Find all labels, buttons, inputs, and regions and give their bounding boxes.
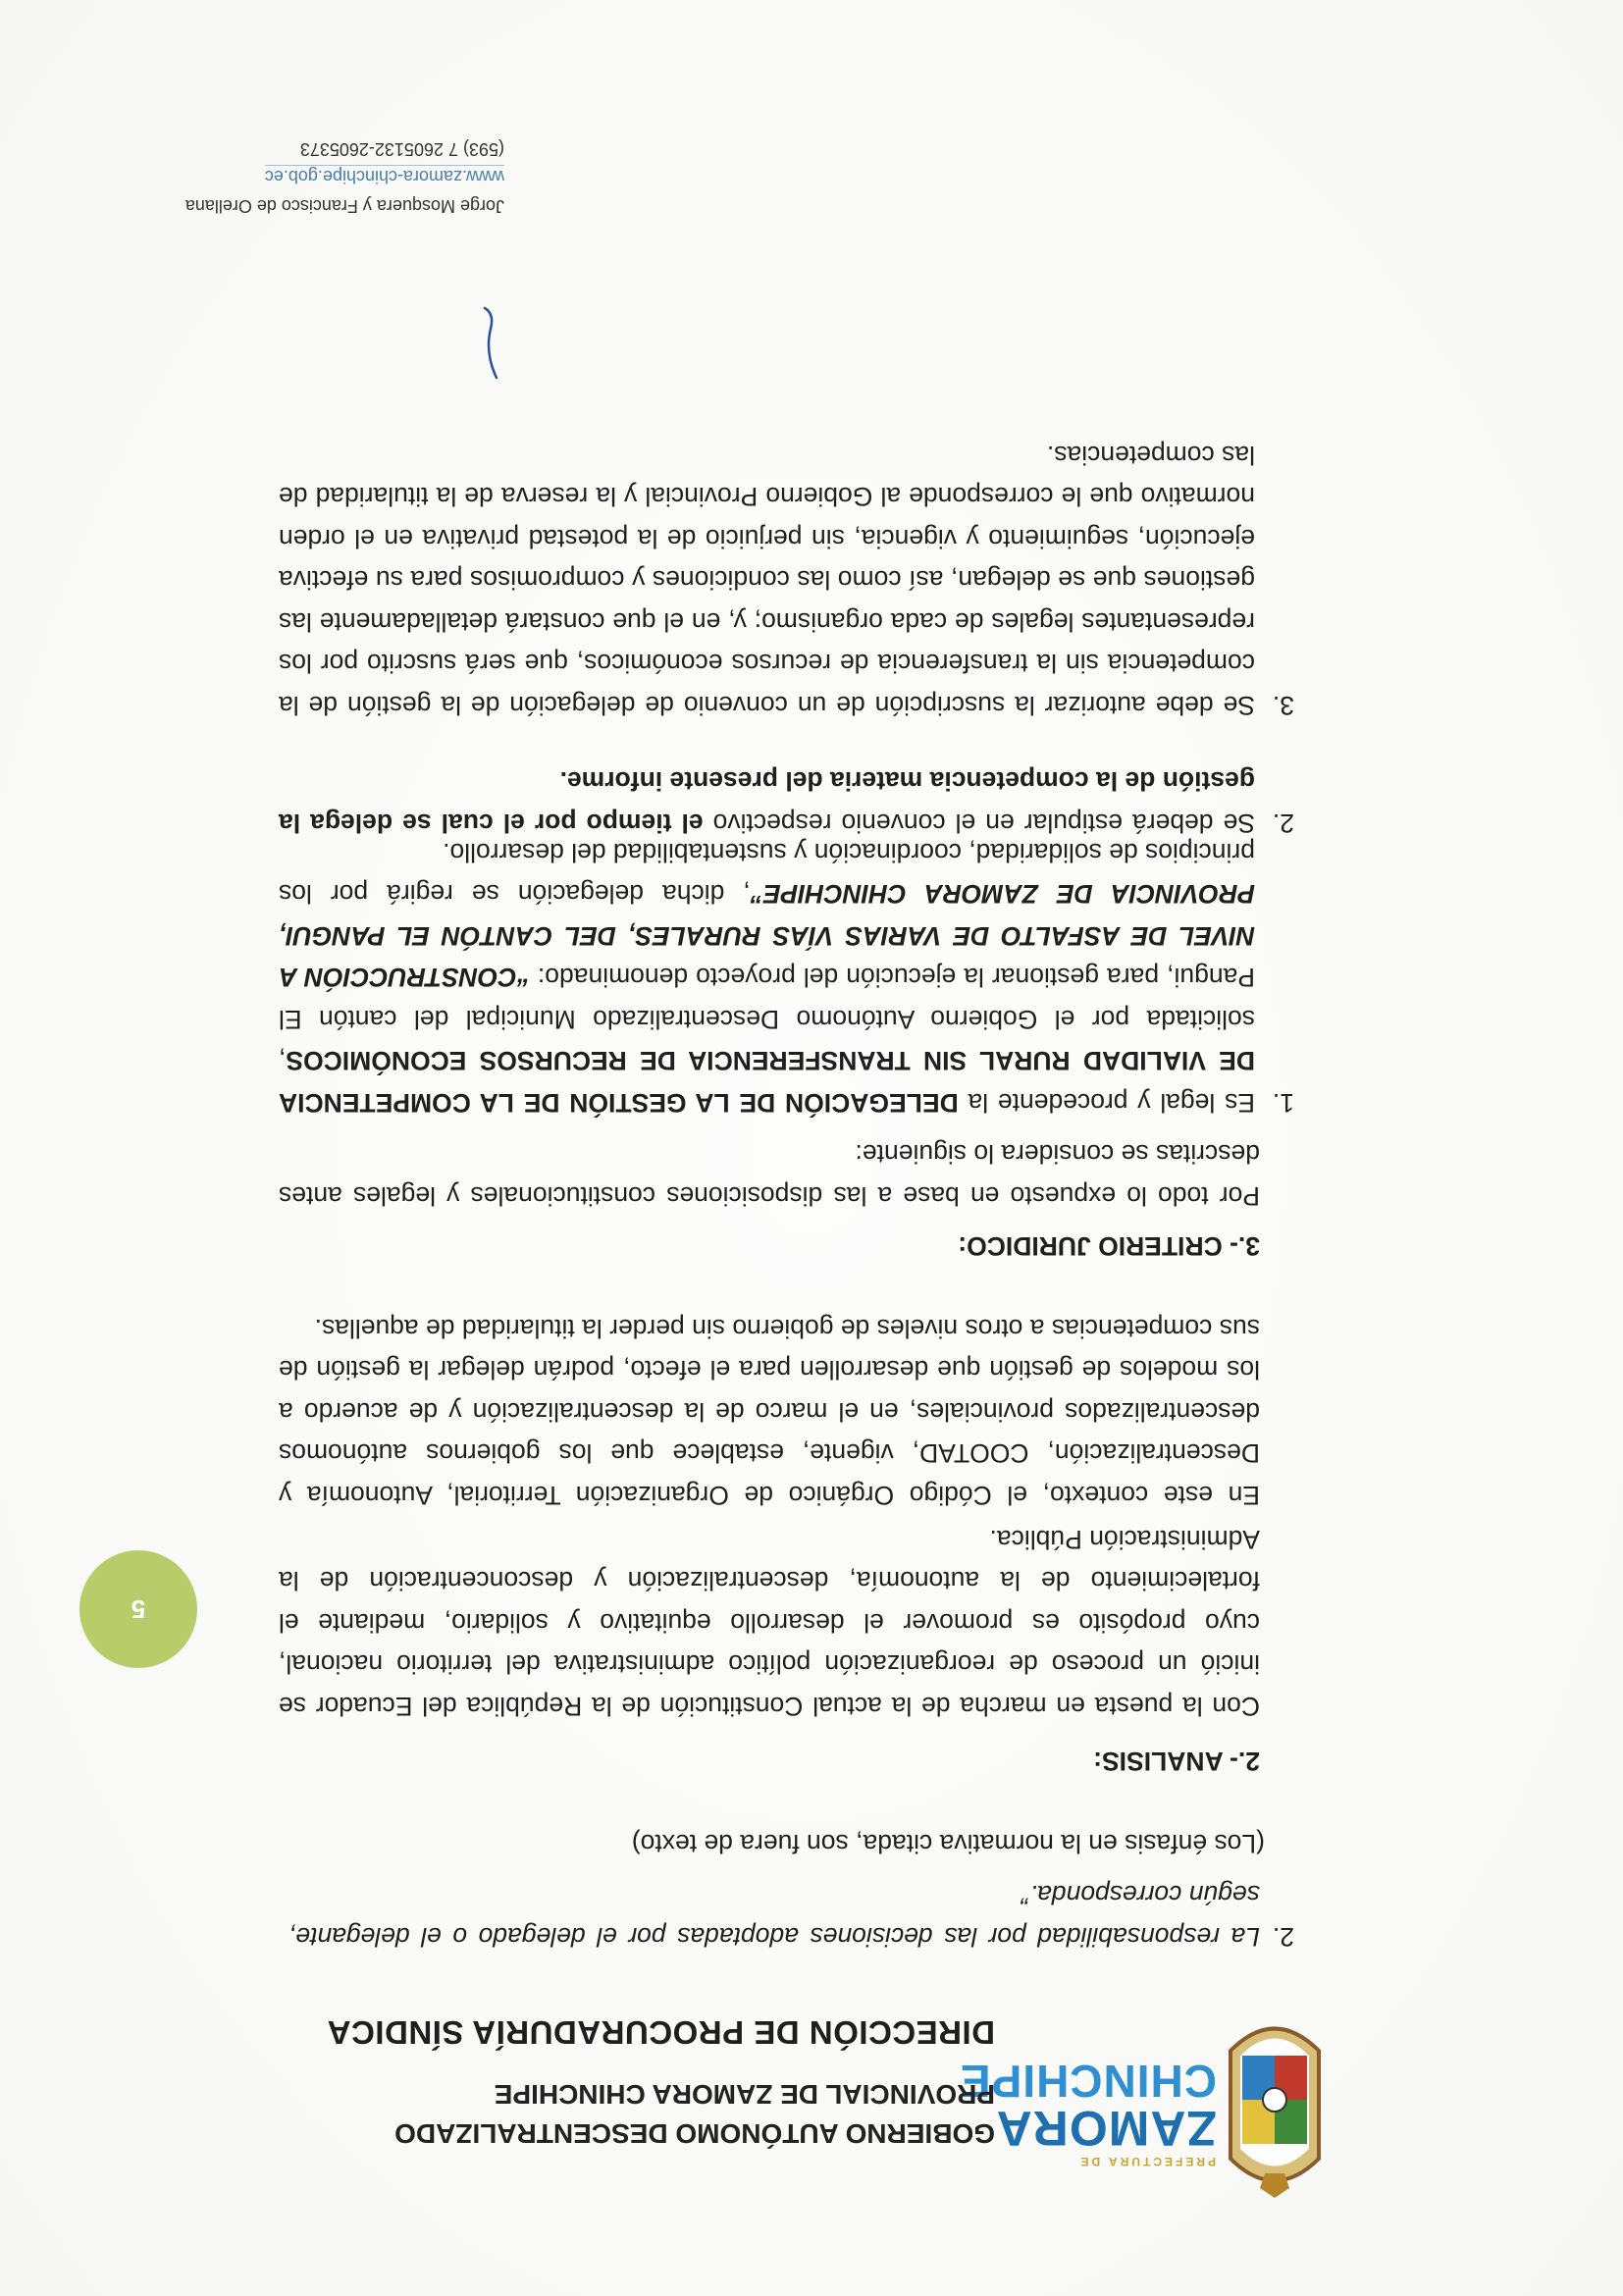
brand-prefix: PREFECTURA DE <box>1077 2155 1216 2168</box>
brand-name-line1: ZAMORA <box>995 2101 1217 2156</box>
initial-mark-icon <box>475 304 504 383</box>
list-item <box>279 760 1255 844</box>
section-heading-analisis: 2.- ANALISIS: <box>1093 1747 1260 1776</box>
item-text: Se deberá estipular en el convenio respectivo <box>703 809 1255 838</box>
list-item: Se debe autorizar la suscripción de un convenio de delegación de la gestión de la competencia sin la transferencia de recursos económicos, que será suscrito por los representantes legales de cada organismo; y, en el que constará detalladamente las gestiones que se delegan, así como las condiciones y compromisos para su efectiva ejecución, seguimiento y vigencia, sin perjuicio de la potestad privativa en el orden normativo que le corresponde al Gobierno Provincial y la reserva de la titularidad de las competencias. <box>279 441 1255 720</box>
project-name: “CONSTRUCCIÓN A NIVEL DE ASFALTO DE VARIAS VÍAS RURALES, DEL CANTÓN EL PANGUI, PROVINCIA DE ZAMORA CHINCHIPE” <box>278 879 1255 993</box>
department-title: DIRECCIÓN DE PROCURADURÍA SÍNDICA <box>327 2014 995 2051</box>
list-number: 2. <box>1272 1922 1294 1952</box>
provincial-coat-of-arms-icon <box>1211 2011 1338 2198</box>
brand-name-line2: CHINCHIPE <box>959 2056 1217 2107</box>
paragraph: En este contexto, el Código Orgánico de Organización Territorial, Autonomía y Descentralización, COOTAD, vigente, establece que los gobiernos autónomos descentralizados provinciales, en el marco de la descentralización y de acuerdo a los modelos de gestión que desarrollen para el efecto, podrán delegar la gestión de sus competencias a otros niveles de gobierno sin perder la titularidad de aquellas. <box>279 1314 1260 1510</box>
item-text-bold: DELEGACIÓN DE LA GESTIÓN DE LA COMPETENCIA DE VIALIDAD RURAL SIN TRANSFERENCIA DE RECURSOS ECONÓMICOS <box>279 1046 1255 1118</box>
item-text-bold: el tiempo por el cual se delega la gestión de la competencia materia del presente informe. <box>279 766 1255 838</box>
footer-address: Jorge Mosquera y Francisco de Orellana <box>184 196 504 216</box>
footer-phone: (593) 7 2605132-2605373 <box>299 139 504 159</box>
list-item <box>279 832 1255 1124</box>
quoted-list-item: La responsabilidad por las decisiones adoptadas por el delegado o el delegante, según corresponda.” <box>288 1880 1260 1952</box>
paragraph: Con la puesta en marcha de la actual Constitución de la República del Ecuador se inició un proceso de reorganización político administrativa del territorio nacional, cuyo propósito es promover el desarrollo equitativo y solidario, mediante el fortalecimiento de la autonomía, descentralización y desconcentración de la Administración Pública. <box>279 1525 1260 1721</box>
page-number: 5 <box>131 1594 146 1624</box>
item-text: , dicha delegación se regirá por los principios de solidaridad, coordinación y sustentabilidad del desarrollo. <box>279 838 1255 910</box>
emphasis-note: (Los énfasis en la normativa citada, son fuera de texto) <box>631 1829 1265 1858</box>
footer-website: www.zamora-chinchipe.gob.ec <box>264 167 504 186</box>
list-number: 1. <box>1272 1088 1294 1118</box>
list-number: 3. <box>1272 691 1294 720</box>
section-heading-criterio: 3.- CRITERIO JURIDICO: <box>958 1231 1260 1261</box>
org-name-line2: PROVINCIAL DE ZAMORA CHINCHIPE <box>494 2079 995 2110</box>
org-name-line1: GOBIERNO AUTÓNOMO DESCENTRALIZADO <box>394 2118 995 2149</box>
list-number: 2. <box>1272 809 1294 838</box>
paragraph: Por todo lo expuesto en base a las disposiciones constitucionales y legales antes descritas se considera lo siguiente: <box>279 1139 1260 1211</box>
item-text: Es legal y procedente la <box>958 1088 1255 1118</box>
item-text: , solicitada por el Gobierno Autónomo Descentralizado Municipal del cantón El Pangui, para gestionar la ejecución del proyecto denominado: <box>279 963 1255 1076</box>
